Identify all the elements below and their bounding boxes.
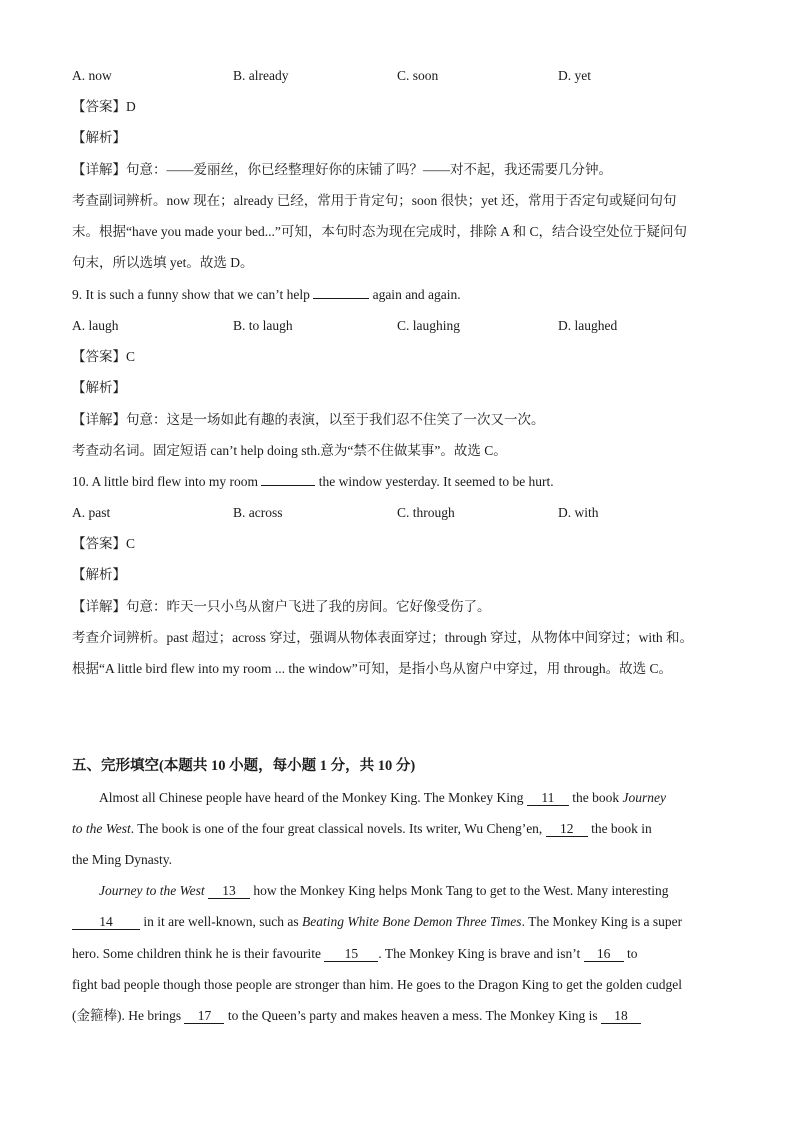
q10-option-b: B. across — [233, 505, 283, 520]
q10-analysis-label: 【解析】 — [72, 567, 126, 582]
passage-text: . The book is one of the four great classical novels. Its writer, Wu Cheng’en, — [130, 821, 543, 836]
q9-blank — [313, 298, 369, 299]
q10-option-a: A. past — [72, 505, 111, 520]
q8-answer: 【答案】D — [72, 99, 136, 114]
q9-stem-post: again and again. — [372, 287, 461, 302]
blank-14 — [72, 914, 140, 930]
passage-text: hero. Some children think he is their favourite — [72, 946, 321, 961]
book-title-text: Journey — [622, 790, 667, 805]
q10-option-c: C. through — [397, 505, 455, 520]
blank-17 — [184, 1008, 224, 1024]
q9-analysis-label: 【解析】 — [72, 380, 126, 395]
q9-answer: 【答案】C — [72, 349, 136, 364]
passage-text: the book — [572, 790, 620, 805]
q8-option-c: C. soon — [397, 68, 439, 83]
blank-16 — [584, 946, 624, 962]
q9-detail: 【详解】句意：这是一场如此有趣的表演，以至于我们忍不住笑了一次又一次。 — [72, 412, 545, 427]
blank-11 — [527, 790, 569, 806]
blank-13-number: 13 — [222, 883, 236, 898]
q8-analysis-label: 【解析】 — [72, 130, 126, 145]
q9-option-a: A. laugh — [72, 318, 119, 333]
q9-option-c: C. laughing — [397, 318, 460, 333]
book-title-text: Journey to the West — [99, 883, 205, 898]
story-title-text: Beating White Bone Demon Three Times — [301, 914, 522, 929]
passage-p1-line-3: the Ming Dynasty. — [72, 852, 172, 867]
blank-13 — [208, 883, 250, 899]
section-heading: 五、完形填空(本题共 10 小题，每小题 1 分，共 10 分) — [72, 758, 416, 774]
blank-16-number: 16 — [596, 946, 611, 961]
q10-stem-post: the window yesterday. It seemed to be hurt. — [318, 474, 554, 489]
blank-18 — [601, 1008, 641, 1024]
passage-text: Almost all Chinese people have heard of the Monkey King. The Monkey King — [99, 790, 524, 805]
q9-explanation-line-1: 考查动名词。固定短语 can’t help doing sth.意为“禁不住做某事”。故选 C。 — [72, 443, 507, 458]
blank-17-number: 17 — [197, 1008, 212, 1023]
passage-p2-line-5 — [72, 1007, 641, 1025]
passage-text: . The Monkey King is brave and isn’t — [378, 946, 581, 961]
q10-stem — [72, 473, 554, 491]
q10-stem-pre: 10. A little bird flew into my room — [72, 474, 258, 489]
passage-text: . The Monkey King is a super — [521, 914, 683, 929]
q9-stem — [72, 286, 461, 304]
passage-text: (金箍棒). He brings — [72, 1008, 182, 1023]
blank-12 — [546, 821, 588, 837]
q8-explanation-line-2: 末。根据“have you made your bed...”可知，本句时态为现在完成时，排除 A 和 C，结合设空处位于疑问句 — [72, 224, 687, 239]
q8-option-d: D. yet — [558, 68, 591, 83]
passage-text: the book in — [591, 821, 652, 836]
blank-14-number: 14 — [99, 914, 113, 929]
q10-option-d: D. with — [558, 505, 599, 520]
q10-answer: 【答案】C — [72, 536, 136, 551]
q9-option-b: B. to laugh — [233, 318, 293, 333]
blank-18-number: 18 — [614, 1008, 628, 1023]
q8-option-b: B. already — [233, 68, 289, 83]
passage-p2-line-2 — [72, 913, 682, 931]
passage-p2-line-3 — [72, 945, 638, 963]
passage-p1-line-1 — [99, 789, 666, 807]
blank-15 — [324, 946, 378, 962]
passage-p2-line-1 — [99, 882, 669, 900]
q9-option-d: D. laughed — [558, 318, 618, 333]
q10-detail: 【详解】句意：昨天一只小鸟从窗户飞进了我的房间。它好像受伤了。 — [72, 599, 491, 614]
q8-explanation-line-3: 句末，所以选填 yet。故选 D。 — [72, 255, 254, 270]
q8-option-a: A. now — [72, 68, 112, 83]
q9-stem-pre: 9. It is such a funny show that we can’t help — [72, 287, 310, 302]
q10-explanation-line-2: 根据“A little bird flew into my room ... the window”可知，是指小鸟从窗户中穿过，用 through。故选 C。 — [72, 661, 672, 676]
passage-text: to — [627, 946, 638, 961]
q8-explanation-line-1: 考查副词辨析。now 现在；already 已经，常用于肯定句；soon 很快；yet 还，常用于否定句或疑问句句 — [72, 193, 677, 208]
passage-p2-line-4: fight bad people though those people are stronger than him. He goes to the Dragon King to get the golden cudgel — [72, 977, 682, 992]
q10-blank — [261, 485, 315, 486]
passage-text: in it are well-known, such as — [143, 914, 299, 929]
q10-explanation-line-1: 考查介词辨析。past 超过；across 穿过，强调从物体表面穿过；through 穿过，从物体中间穿过；with 和。 — [72, 630, 693, 645]
passage-text: how the Monkey King helps Monk Tang to get to the West. Many interesting — [253, 883, 669, 898]
blank-11-number: 11 — [541, 790, 555, 805]
passage-p1-line-2 — [72, 820, 652, 838]
blank-12-number: 12 — [559, 821, 574, 836]
passage-text: to the Queen’s party and makes heaven a mess. The Monkey King is — [227, 1008, 598, 1023]
blank-15-number: 15 — [344, 946, 359, 961]
book-title-text: to the West — [72, 821, 131, 836]
q8-detail: 【详解】句意：——爱丽丝，你已经整理好你的床铺了吗？——对不起，我还需要几分钟。 — [72, 162, 612, 177]
